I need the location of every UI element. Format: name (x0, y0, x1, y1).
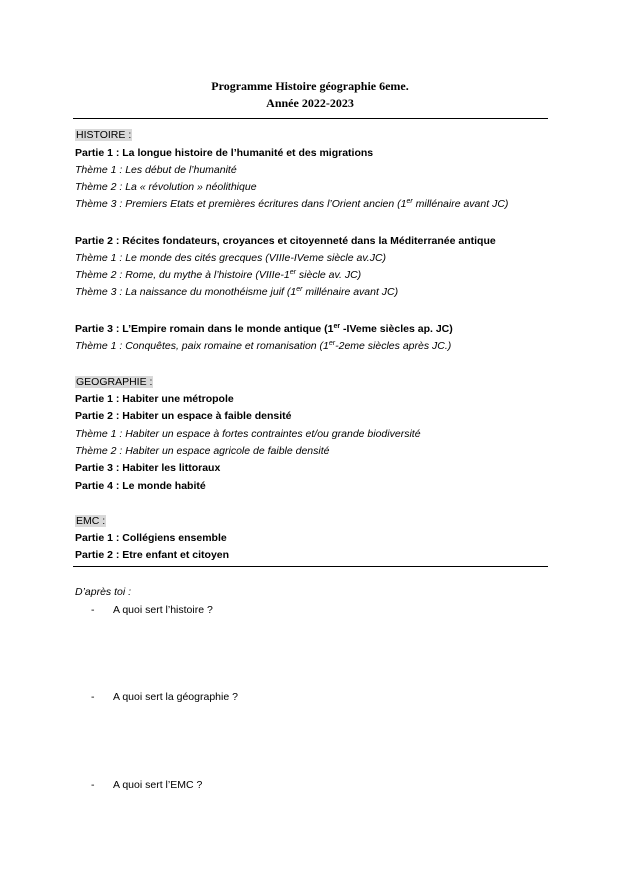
question-2: A quoi sert la géographie ? (113, 691, 238, 703)
question-3-bullet: - (91, 779, 95, 791)
geographie-heading: GEOGRAPHIE : (76, 376, 153, 388)
geographie-partie-4: Partie 4 : Le monde habité (75, 480, 206, 492)
top-divider (73, 118, 548, 119)
geographie-partie-1: Partie 1 : Habiter une métropole (75, 393, 234, 405)
histoire-p2-theme-3: Thème 3 : La naissance du monothéisme juif (1er millénaire avant JC) (75, 286, 399, 298)
histoire-partie-3: Partie 3 : L’Empire romain dans le monde antique (1er -IVeme siècles ap. JC) (75, 323, 453, 335)
emc-partie-1: Partie 1 : Collégiens ensemble (75, 532, 227, 544)
geographie-partie-3: Partie 3 : Habiter les littoraux (75, 462, 221, 474)
histoire-partie-1: Partie 1 : La longue histoire de l’humanité et des migrations (75, 147, 374, 159)
emc-heading: EMC : (76, 515, 106, 527)
document-year: Année 2022-2023 (266, 96, 354, 110)
histoire-heading: HISTOIRE : (76, 129, 132, 141)
histoire-p3-theme-1: Thème 1 : Conquêtes, paix romaine et romanisation (1er-2eme siècles après JC.) (75, 340, 452, 352)
emc-partie-2: Partie 2 : Etre enfant et citoyen (75, 549, 230, 561)
histoire-partie-2: Partie 2 : Récites fondateurs, croyances et citoyenneté dans la Méditerranée antique (75, 235, 496, 247)
geographie-partie-2: Partie 2 : Habiter un espace à faible densité (75, 410, 292, 422)
histoire-p1-theme-1: Thème 1 : Les début de l’humanité (75, 164, 237, 176)
questions-intro: D’après toi : (75, 586, 132, 598)
question-1-bullet: - (91, 604, 95, 616)
histoire-p2-theme-2: Thème 2 : Rome, du mythe à l’histoire (VIIIe-1er siècle av. JC) (75, 269, 362, 281)
question-3: A quoi sert l’EMC ? (113, 779, 203, 791)
question-2-bullet: - (91, 691, 95, 703)
histoire-p2-theme-1: Thème 1 : Le monde des cités grecques (VIIIe-IVeme siècle av.JC) (75, 252, 387, 264)
question-1: A quoi sert l’histoire ? (113, 604, 213, 616)
geographie-p2-theme-1: Thème 1 : Habiter un espace à fortes contraintes et/ou grande biodiversité (75, 428, 421, 440)
histoire-p1-theme-2: Thème 2 : La « révolution » néolithique (75, 181, 257, 193)
bottom-divider (73, 566, 548, 567)
histoire-p1-theme-3: Thème 3 : Premiers Etats et premières écritures dans l’Orient ancien (1er millénaire avant JC) (75, 198, 509, 210)
geographie-p2-theme-2: Thème 2 : Habiter un espace agricole de faible densité (75, 445, 330, 457)
document-title: Programme Histoire géographie 6eme. (211, 79, 409, 93)
